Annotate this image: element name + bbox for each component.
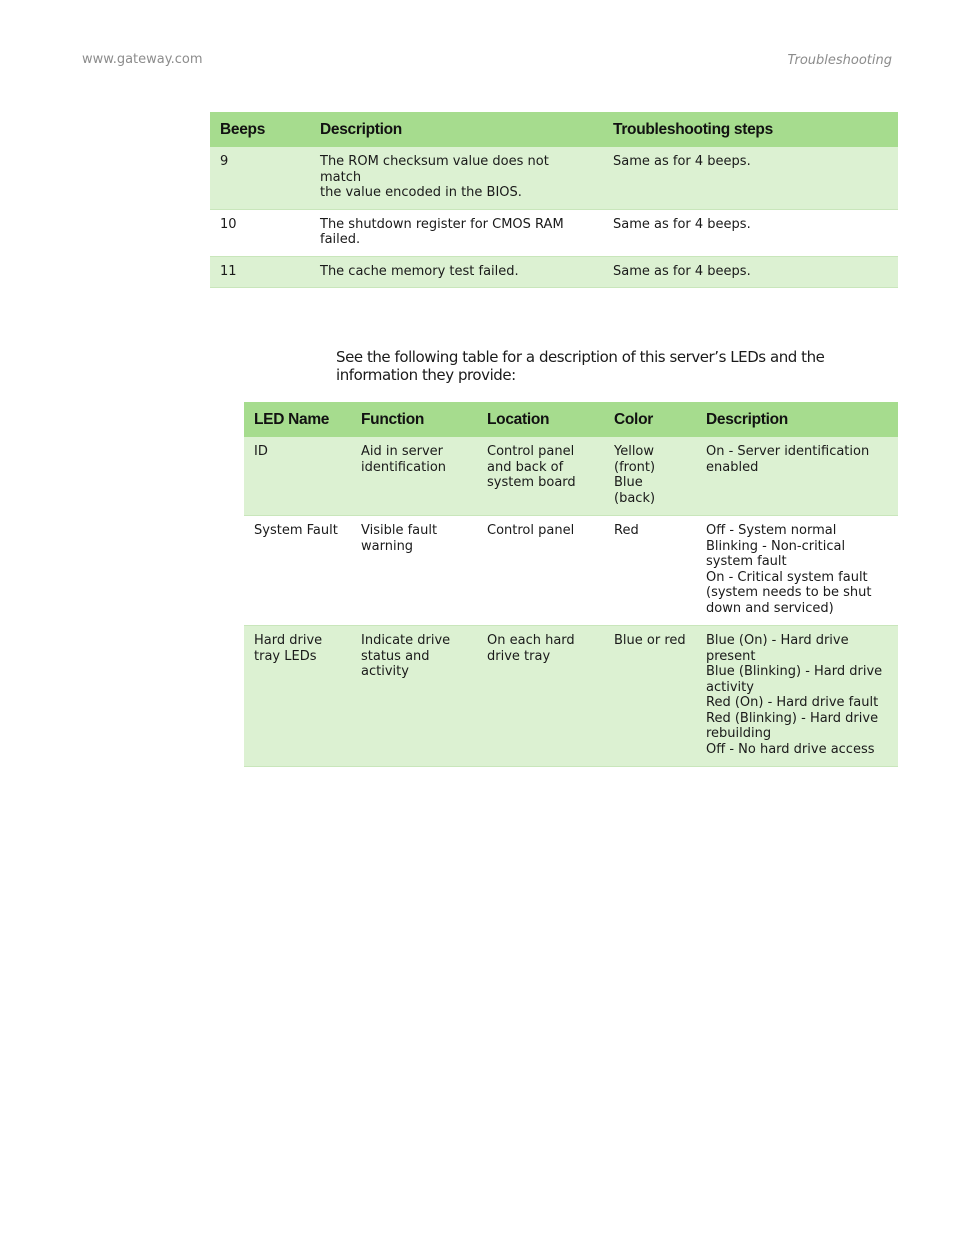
table-header-row [210,112,898,147]
cell-line: (system needs to be shut [706,585,872,600]
table-row [244,437,898,516]
column-header-color: Color [604,402,696,437]
led-table [244,402,898,767]
description-line: The ROM checksum value does not match [320,154,549,185]
led-table-intro-text: See the following table for a description of this server’s LEDs and the information they provide: [336,348,825,384]
cell-line: status and [361,648,430,664]
location-cell [477,516,604,626]
cell-line: system board [487,475,576,490]
beeps-cell: 10 [210,209,310,256]
cell-line: Blinking - Non-critical [706,538,846,554]
header-section-title: Troubleshooting [787,53,892,68]
cell-line: ID [254,444,268,459]
description-cell [310,209,603,256]
cell-line: rebuilding [706,726,772,741]
cell-line: activity [706,679,754,695]
cell-line: Indicate drive [361,633,451,648]
function-cell [351,516,477,626]
cell-line: tray LEDs [254,648,317,664]
cell-line: system fault [706,554,787,569]
led-name-cell [244,516,351,626]
table-row [210,256,898,288]
cell-line: Hard drive [254,633,323,648]
cell-line: Control panel [487,523,575,538]
function-cell [351,626,477,767]
description-cell [696,516,898,626]
cell-line: On each hard [487,633,575,648]
cell-line: Red (Blinking) - Hard drive [706,710,879,726]
steps-cell: Same as for 4 beeps. [603,209,898,256]
column-header-description: Description [696,402,898,437]
cell-line: Blue (On) - Hard drive [706,633,849,648]
steps-cell: Same as for 4 beeps. [603,256,898,288]
cell-line: On - Critical system fault [706,569,868,585]
color-cell [604,626,696,767]
location-cell [477,626,604,767]
cell-line: and back of [487,459,564,475]
cell-line: System Fault [254,523,338,538]
beep-codes-table [210,112,898,288]
table-row [210,209,898,256]
table-row [210,147,898,209]
column-header-location: Location [477,402,604,437]
cell-line: (front) [614,459,656,475]
cell-line: Visible fault [361,523,438,538]
cell-line: Off - System normal [706,523,837,538]
steps-cell: Same as for 4 beeps. [603,147,898,209]
description-line: the value encoded in the BIOS. [320,185,522,200]
cell-line: enabled [706,459,759,475]
beeps-cell: 11 [210,256,310,288]
cell-line: Aid in server [361,444,444,459]
column-header-description: Description [310,112,603,147]
function-cell [351,437,477,516]
location-cell [477,437,604,516]
column-header-led-name: LED Name [244,402,351,437]
cell-line: Blue (Blinking) - Hard drive [706,664,883,679]
cell-line: down and serviced) [706,600,834,616]
cell-line: present [706,648,756,664]
description-cell [696,437,898,516]
table-row [244,626,898,767]
cell-line: Red (On) - Hard drive fault [706,695,879,710]
description-line: The cache memory test failed. [320,263,519,279]
table-header-row [244,402,898,437]
cell-line: drive tray [487,648,551,664]
cell-line: Off - No hard drive access [706,741,875,757]
description-line: The shutdown register for CMOS RAM [320,216,564,232]
table-row [244,516,898,626]
description-cell [310,147,603,209]
description-cell [696,626,898,767]
cell-line: warning [361,538,414,554]
cell-line: Red [614,523,639,538]
description-cell [310,256,603,288]
column-header-troubleshooting-steps: Troubleshooting steps [603,112,898,147]
cell-line: Control panel [487,444,575,459]
color-cell [604,437,696,516]
header-site-url: www.gateway.com [82,52,203,67]
color-cell [604,516,696,626]
cell-line: identification [361,459,447,475]
led-name-cell [244,626,351,767]
led-name-cell [244,437,351,516]
column-header-function: Function [351,402,477,437]
cell-line: Blue or red [614,633,686,648]
cell-line: Blue (back) [614,475,656,506]
beeps-cell: 9 [210,147,310,209]
description-line: failed. [320,232,361,247]
cell-line: Yellow [614,444,655,459]
column-header-beeps: Beeps [210,112,310,147]
cell-line: activity [361,664,409,679]
cell-line: On - Server identification [706,444,870,459]
